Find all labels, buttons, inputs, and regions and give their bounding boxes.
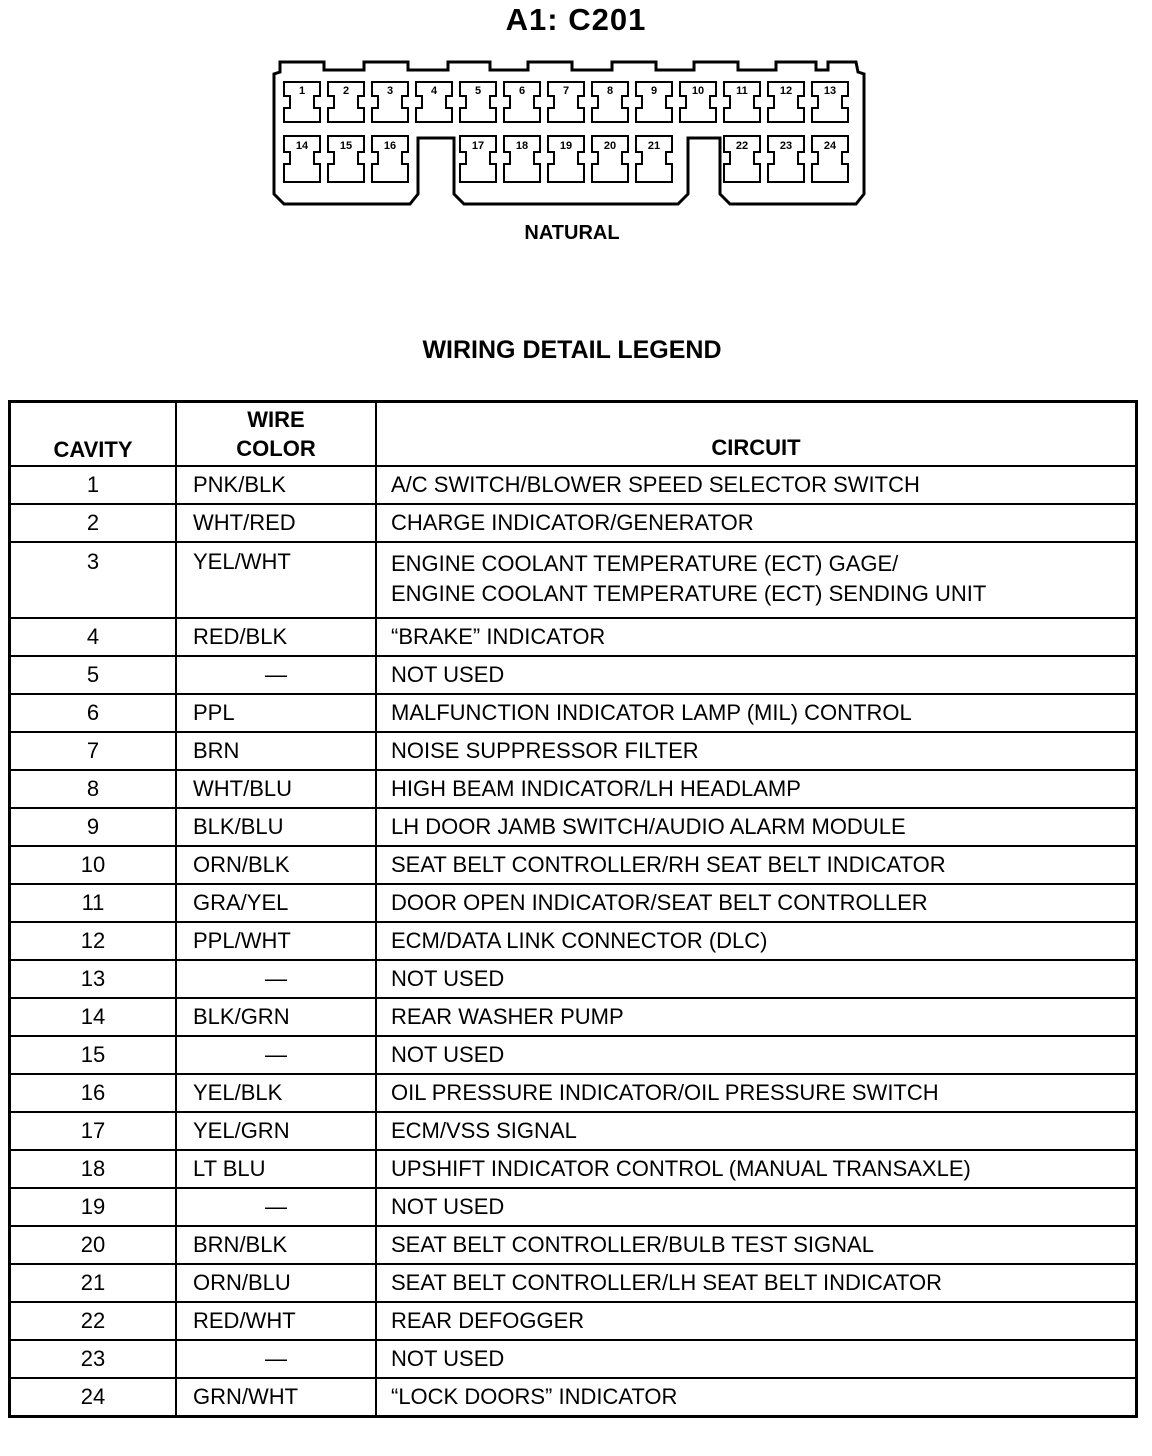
wire-color-cell: RED/WHT	[176, 1302, 376, 1340]
cavity-label: 16	[383, 140, 397, 152]
circuit-cell	[376, 1302, 1137, 1340]
cavity-label: 2	[342, 85, 350, 97]
cavity-cell: 12	[10, 922, 177, 960]
circuit-text: NOT USED	[391, 662, 505, 687]
wire-color-cell: GRN/WHT	[176, 1378, 376, 1417]
wire-color-cell: BRN/BLK	[176, 1226, 376, 1264]
cavity-cell: 6	[10, 694, 177, 732]
circuit-cell	[376, 656, 1137, 694]
cavity-18	[504, 136, 540, 182]
wire-color-cell: YEL/WHT	[176, 542, 376, 618]
circuit-text: OIL PRESSURE INDICATOR/OIL PRESSURE SWITCH	[391, 1080, 939, 1105]
cavity-label: 13	[823, 85, 837, 97]
cavity-cell: 18	[10, 1150, 177, 1188]
cavity-label: 14	[295, 140, 309, 152]
cavity-cell: 20	[10, 1226, 177, 1264]
circuit-cell	[376, 1112, 1137, 1150]
cavity-cell: 22	[10, 1302, 177, 1340]
circuit-text: REAR WASHER PUMP	[391, 1004, 624, 1029]
cavity-label: 17	[471, 140, 485, 152]
legend-body	[10, 466, 1137, 1417]
circuit-text: ECM/DATA LINK CONNECTOR (DLC)	[391, 928, 768, 953]
cavity-label: 4	[430, 85, 438, 97]
table-row	[10, 922, 1137, 960]
cavity-cell: 15	[10, 1036, 177, 1074]
circuit-cell	[376, 504, 1137, 542]
cavity-label: 10	[691, 85, 705, 97]
cavity-11	[724, 82, 760, 122]
circuit-cell	[376, 884, 1137, 922]
wire-color-cell: BLK/GRN	[176, 998, 376, 1036]
cavity-cell: 11	[10, 884, 177, 922]
cavity-cell: 3	[10, 542, 177, 618]
cavity-label: 12	[779, 85, 793, 97]
table-header-row	[10, 402, 1137, 467]
cavity-label: 8	[606, 85, 614, 97]
circuit-text: MALFUNCTION INDICATOR LAMP (MIL) CONTROL	[391, 700, 912, 725]
circuit-text: “LOCK DOORS” INDICATOR	[391, 1384, 678, 1409]
table-row	[10, 1112, 1137, 1150]
cavity-cell: 19	[10, 1188, 177, 1226]
table-row	[10, 1264, 1137, 1302]
cavity-12	[768, 82, 804, 122]
cavity-cell: 1	[10, 466, 177, 504]
circuit-cell	[376, 770, 1137, 808]
circuit-cell	[376, 1226, 1137, 1264]
circuit-cell	[376, 846, 1137, 884]
circuit-text: UPSHIFT INDICATOR CONTROL (MANUAL TRANSAXLE)	[391, 1156, 971, 1181]
wire-color-cell: —	[176, 960, 376, 998]
cavity-label: 23	[779, 140, 793, 152]
circuit-cell	[376, 466, 1137, 504]
table-row	[10, 1188, 1137, 1226]
header-cavity: CAVITY	[10, 402, 177, 467]
circuit-text: HIGH BEAM INDICATOR/LH HEADLAMP	[391, 776, 801, 801]
cavity-cell: 21	[10, 1264, 177, 1302]
wire-color-cell: ORN/BLU	[176, 1264, 376, 1302]
cavity-cell: 10	[10, 846, 177, 884]
circuit-text: LH DOOR JAMB SWITCH/AUDIO ALARM MODULE	[391, 814, 906, 839]
bottom-row-cavities	[284, 136, 848, 182]
cavity-14	[284, 136, 320, 182]
table-row	[10, 770, 1137, 808]
wire-color-cell: WHT/BLU	[176, 770, 376, 808]
circuit-cell	[376, 542, 1137, 618]
table-row	[10, 884, 1137, 922]
wire-color-cell: RED/BLK	[176, 618, 376, 656]
cavity-cell: 9	[10, 808, 177, 846]
circuit-text: ENGINE COOLANT TEMPERATURE (ECT) SENDING UNIT	[391, 581, 987, 606]
cavity-cell: 2	[10, 504, 177, 542]
circuit-text: DOOR OPEN INDICATOR/SEAT BELT CONTROLLER	[391, 890, 928, 915]
cavity-cell: 4	[10, 618, 177, 656]
circuit-cell	[376, 618, 1137, 656]
cavity-cell: 24	[10, 1378, 177, 1417]
table-row	[10, 1378, 1137, 1417]
cavity-3	[372, 82, 408, 122]
cavity-cell: 13	[10, 960, 177, 998]
cavity-2	[328, 82, 364, 122]
cavity-19	[548, 136, 584, 182]
cavity-7	[548, 82, 584, 122]
wire-color-cell: ORN/BLK	[176, 846, 376, 884]
wire-color-cell: —	[176, 1036, 376, 1074]
circuit-text: A/C SWITCH/BLOWER SPEED SELECTOR SWITCH	[391, 472, 920, 497]
table-row	[10, 542, 1137, 618]
connector-face-svg	[268, 56, 868, 208]
table-row	[10, 694, 1137, 732]
wire-color-cell: —	[176, 1340, 376, 1378]
cavity-24	[812, 136, 848, 182]
circuit-cell	[376, 1188, 1137, 1226]
circuit-text: SEAT BELT CONTROLLER/LH SEAT BELT INDICATOR	[391, 1270, 942, 1295]
cavity-13	[812, 82, 848, 122]
cavity-label: 3	[386, 85, 394, 97]
cavity-cell: 14	[10, 998, 177, 1036]
circuit-cell	[376, 1340, 1137, 1378]
circuit-cell	[376, 1378, 1137, 1417]
cavity-label: 20	[603, 140, 617, 152]
circuit-text: NOT USED	[391, 1194, 505, 1219]
cavity-cell: 23	[10, 1340, 177, 1378]
circuit-text: CHARGE INDICATOR/GENERATOR	[391, 510, 754, 535]
cavity-cell: 17	[10, 1112, 177, 1150]
wire-color-cell: BRN	[176, 732, 376, 770]
cavity-17	[460, 136, 496, 182]
circuit-cell	[376, 808, 1137, 846]
cavity-9	[636, 82, 672, 122]
wire-color-cell: YEL/GRN	[176, 1112, 376, 1150]
table-row	[10, 998, 1137, 1036]
header-wire-color: WIRE COLOR	[176, 402, 376, 467]
header-circuit: CIRCUIT	[376, 402, 1137, 467]
cavity-label: 9	[650, 85, 658, 97]
cavity-20	[592, 136, 628, 182]
circuit-text: NOT USED	[391, 966, 505, 991]
cavity-label: 15	[339, 140, 353, 152]
cavity-label: 6	[518, 85, 526, 97]
circuit-text: NOT USED	[391, 1042, 505, 1067]
circuit-cell	[376, 1150, 1137, 1188]
cavity-23	[768, 136, 804, 182]
cavity-label: 1	[298, 85, 306, 97]
cavity-cell: 5	[10, 656, 177, 694]
connector-diagram	[268, 56, 868, 208]
wire-color-cell: PPL	[176, 694, 376, 732]
wiring-legend-table	[8, 400, 1138, 1418]
table-row	[10, 1226, 1137, 1264]
circuit-text: ECM/VSS SIGNAL	[391, 1118, 577, 1143]
wire-color-cell: —	[176, 656, 376, 694]
cavity-cell: 16	[10, 1074, 177, 1112]
table-row	[10, 1302, 1137, 1340]
circuit-text: SEAT BELT CONTROLLER/BULB TEST SIGNAL	[391, 1232, 874, 1257]
cavity-5	[460, 82, 496, 122]
table-row	[10, 618, 1137, 656]
circuit-cell	[376, 1036, 1137, 1074]
table-row	[10, 466, 1137, 504]
cavity-label: 19	[559, 140, 573, 152]
circuit-cell	[376, 960, 1137, 998]
wire-color-cell: WHT/RED	[176, 504, 376, 542]
wire-color-cell: PPL/WHT	[176, 922, 376, 960]
circuit-cell	[376, 1074, 1137, 1112]
cavity-1	[284, 82, 320, 122]
table-row	[10, 504, 1137, 542]
circuit-cell	[376, 694, 1137, 732]
cavity-label: 24	[823, 140, 837, 152]
cavity-label: 18	[515, 140, 529, 152]
legend-title: WIRING DETAIL LEGEND	[422, 336, 722, 364]
circuit-text: ENGINE COOLANT TEMPERATURE (ECT) GAGE/	[391, 551, 899, 576]
circuit-text: NOT USED	[391, 1346, 505, 1371]
cavity-10	[680, 82, 716, 122]
cavity-8	[592, 82, 628, 122]
connector-title: A1: C201	[505, 2, 647, 37]
top-row-cavities	[284, 82, 848, 122]
cavity-label: 5	[474, 85, 482, 97]
cavity-16	[372, 136, 408, 182]
circuit-cell	[376, 1264, 1137, 1302]
circuit-text: “BRAKE” INDICATOR	[391, 624, 606, 649]
circuit-cell	[376, 732, 1137, 770]
table-row	[10, 1036, 1137, 1074]
wire-color-cell: BLK/BLU	[176, 808, 376, 846]
cavity-22	[724, 136, 760, 182]
cavity-15	[328, 136, 364, 182]
wire-color-cell: LT BLU	[176, 1150, 376, 1188]
table-row	[10, 1150, 1137, 1188]
circuit-cell	[376, 922, 1137, 960]
table-row	[10, 1074, 1137, 1112]
connector-color-label: NATURAL	[524, 222, 620, 244]
cavity-cell: 8	[10, 770, 177, 808]
cavity-label: 22	[735, 140, 749, 152]
table-row	[10, 1340, 1137, 1378]
cavity-cell: 7	[10, 732, 177, 770]
table-row	[10, 656, 1137, 694]
wire-color-cell: PNK/BLK	[176, 466, 376, 504]
wire-color-cell: GRA/YEL	[176, 884, 376, 922]
table-row	[10, 732, 1137, 770]
table-row	[10, 960, 1137, 998]
cavity-label: 21	[647, 140, 661, 152]
circuit-cell	[376, 998, 1137, 1036]
wire-color-cell: —	[176, 1188, 376, 1226]
cavity-6	[504, 82, 540, 122]
cavity-label: 7	[562, 85, 570, 97]
cavity-4	[416, 82, 452, 122]
circuit-text: NOISE SUPPRESSOR FILTER	[391, 738, 699, 763]
cavity-label: 11	[736, 85, 748, 97]
cavity-21	[636, 136, 672, 182]
table-row	[10, 808, 1137, 846]
circuit-text: REAR DEFOGGER	[391, 1308, 585, 1333]
table-row	[10, 846, 1137, 884]
wire-color-cell: YEL/BLK	[176, 1074, 376, 1112]
circuit-text: SEAT BELT CONTROLLER/RH SEAT BELT INDICATOR	[391, 852, 946, 877]
